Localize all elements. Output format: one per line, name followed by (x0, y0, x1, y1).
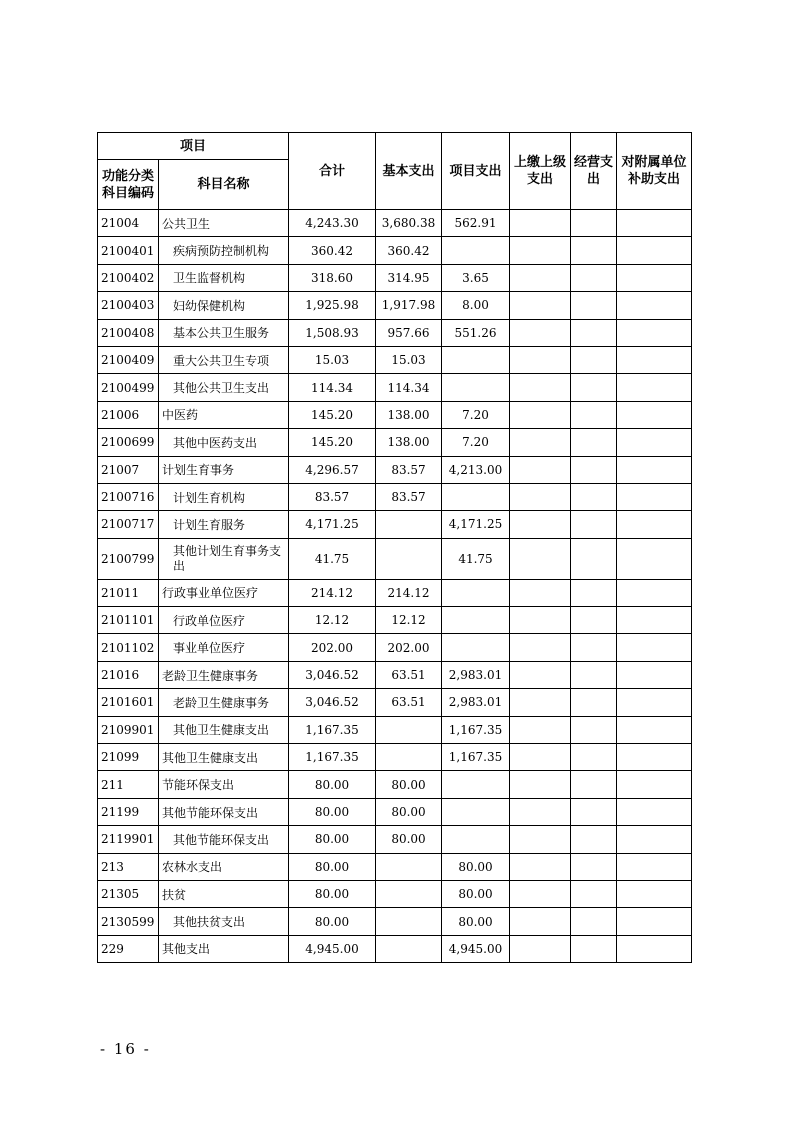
row-code: 229 (98, 935, 159, 962)
row-total: 83.57 (289, 483, 376, 510)
row-basic: 1,917.98 (376, 292, 442, 319)
row-basic: 83.57 (376, 483, 442, 510)
row-code: 2100408 (98, 319, 159, 346)
row-basic: 3,680.38 (376, 210, 442, 237)
row-name: 其他节能环保支出 (159, 798, 289, 825)
row-total: 3,046.52 (289, 689, 376, 716)
row-code: 2100401 (98, 237, 159, 264)
row-basic: 63.51 (376, 661, 442, 688)
row-business (571, 771, 617, 798)
row-code: 2101601 (98, 689, 159, 716)
row-subsidy (617, 634, 692, 661)
row-upper (510, 483, 571, 510)
budget-table (97, 132, 692, 963)
row-upper (510, 579, 571, 606)
row-subsidy (617, 511, 692, 538)
row-upper (510, 744, 571, 771)
row-business (571, 292, 617, 319)
row-subsidy (617, 292, 692, 319)
row-business (571, 511, 617, 538)
row-basic (376, 716, 442, 743)
table-row (98, 935, 692, 962)
row-total: 15.03 (289, 346, 376, 373)
row-total: 145.20 (289, 429, 376, 456)
row-code: 2100499 (98, 374, 159, 401)
row-code: 2100716 (98, 483, 159, 510)
row-total: 12.12 (289, 607, 376, 634)
row-project: 7.20 (442, 429, 510, 456)
row-subsidy (617, 607, 692, 634)
table-row (98, 771, 692, 798)
row-basic (376, 853, 442, 880)
row-subsidy (617, 716, 692, 743)
row-code: 21305 (98, 880, 159, 907)
row-total: 80.00 (289, 826, 376, 853)
row-name: 其他支出 (159, 935, 289, 962)
row-basic: 12.12 (376, 607, 442, 634)
row-code: 213 (98, 853, 159, 880)
row-code: 2100403 (98, 292, 159, 319)
table-row (98, 319, 692, 346)
row-upper (510, 401, 571, 428)
row-total: 4,171.25 (289, 511, 376, 538)
row-upper (510, 826, 571, 853)
row-business (571, 853, 617, 880)
row-basic: 80.00 (376, 826, 442, 853)
row-basic (376, 511, 442, 538)
row-subsidy (617, 237, 692, 264)
row-code: 2119901 (98, 826, 159, 853)
row-total: 41.75 (289, 538, 376, 579)
row-total: 80.00 (289, 908, 376, 935)
row-name: 节能环保支出 (159, 771, 289, 798)
row-code: 21004 (98, 210, 159, 237)
row-basic: 202.00 (376, 634, 442, 661)
row-total: 4,296.57 (289, 456, 376, 483)
row-project: 8.00 (442, 292, 510, 319)
row-upper (510, 319, 571, 346)
row-subsidy (617, 429, 692, 456)
header-subsidy: 对附属单位补助支出 (617, 133, 692, 210)
row-project: 4,171.25 (442, 511, 510, 538)
table-row (98, 689, 692, 716)
row-code: 2100799 (98, 538, 159, 579)
row-subsidy (617, 908, 692, 935)
row-name: 重大公共卫生专项 (159, 346, 289, 373)
row-name: 其他卫生健康支出 (159, 744, 289, 771)
row-basic (376, 538, 442, 579)
row-code: 21007 (98, 456, 159, 483)
row-upper (510, 771, 571, 798)
header-item: 项目 (98, 133, 289, 160)
row-project (442, 771, 510, 798)
row-basic: 314.95 (376, 264, 442, 291)
row-basic (376, 744, 442, 771)
row-subsidy (617, 401, 692, 428)
row-business (571, 744, 617, 771)
row-subsidy (617, 319, 692, 346)
row-name: 其他卫生健康支出 (159, 716, 289, 743)
row-total: 114.34 (289, 374, 376, 401)
table-row (98, 579, 692, 606)
table-row (98, 908, 692, 935)
row-subsidy (617, 538, 692, 579)
row-project: 80.00 (442, 908, 510, 935)
row-total: 80.00 (289, 853, 376, 880)
row-project (442, 346, 510, 373)
row-business (571, 716, 617, 743)
row-project (442, 237, 510, 264)
row-name: 卫生监督机构 (159, 264, 289, 291)
row-code: 2100699 (98, 429, 159, 456)
row-business (571, 346, 617, 373)
row-upper (510, 607, 571, 634)
table-row (98, 826, 692, 853)
row-code: 21011 (98, 579, 159, 606)
row-name: 计划生育机构 (159, 483, 289, 510)
row-basic: 138.00 (376, 429, 442, 456)
table-row (98, 374, 692, 401)
row-name: 其他节能环保支出 (159, 826, 289, 853)
row-project: 562.91 (442, 210, 510, 237)
row-project (442, 634, 510, 661)
row-basic: 15.03 (376, 346, 442, 373)
table-row (98, 607, 692, 634)
row-upper (510, 689, 571, 716)
row-name: 疾病预防控制机构 (159, 237, 289, 264)
row-code: 2109901 (98, 716, 159, 743)
table-row (98, 880, 692, 907)
row-project (442, 798, 510, 825)
row-basic (376, 908, 442, 935)
row-code: 2100717 (98, 511, 159, 538)
row-name: 农林水支出 (159, 853, 289, 880)
row-total: 318.60 (289, 264, 376, 291)
row-upper (510, 456, 571, 483)
row-business (571, 661, 617, 688)
row-project: 4,213.00 (442, 456, 510, 483)
row-subsidy (617, 264, 692, 291)
row-subsidy (617, 880, 692, 907)
row-code: 2100402 (98, 264, 159, 291)
table-row (98, 661, 692, 688)
row-total: 1,925.98 (289, 292, 376, 319)
row-project: 7.20 (442, 401, 510, 428)
header-total: 合计 (289, 133, 376, 210)
row-subsidy (617, 771, 692, 798)
row-business (571, 908, 617, 935)
row-total: 202.00 (289, 634, 376, 661)
row-project: 1,167.35 (442, 744, 510, 771)
row-project (442, 826, 510, 853)
row-total: 80.00 (289, 880, 376, 907)
row-basic: 214.12 (376, 579, 442, 606)
row-subsidy (617, 689, 692, 716)
row-name: 其他扶贫支出 (159, 908, 289, 935)
row-project (442, 607, 510, 634)
row-business (571, 374, 617, 401)
row-upper (510, 264, 571, 291)
row-subsidy (617, 579, 692, 606)
row-business (571, 483, 617, 510)
row-upper (510, 511, 571, 538)
row-business (571, 456, 617, 483)
row-code: 21006 (98, 401, 159, 428)
row-name: 计划生育服务 (159, 511, 289, 538)
row-business (571, 319, 617, 346)
header-code: 功能分类科目编码 (98, 160, 159, 210)
header-upper: 上缴上级支出 (510, 133, 571, 210)
row-upper (510, 853, 571, 880)
table-row (98, 538, 692, 579)
row-project: 2,983.01 (442, 689, 510, 716)
table-row (98, 716, 692, 743)
row-total: 4,945.00 (289, 935, 376, 962)
row-code: 2130599 (98, 908, 159, 935)
row-business (571, 634, 617, 661)
row-subsidy (617, 456, 692, 483)
row-project: 4,945.00 (442, 935, 510, 962)
row-total: 145.20 (289, 401, 376, 428)
row-subsidy (617, 798, 692, 825)
row-name: 事业单位医疗 (159, 634, 289, 661)
row-total: 1,167.35 (289, 716, 376, 743)
row-subsidy (617, 853, 692, 880)
row-total: 3,046.52 (289, 661, 376, 688)
table-row (98, 237, 692, 264)
row-project: 80.00 (442, 880, 510, 907)
row-name: 妇幼保健机构 (159, 292, 289, 319)
row-upper (510, 210, 571, 237)
row-subsidy (617, 661, 692, 688)
row-upper (510, 374, 571, 401)
row-business (571, 401, 617, 428)
row-name: 行政单位医疗 (159, 607, 289, 634)
table-row (98, 210, 692, 237)
row-project (442, 483, 510, 510)
row-upper (510, 798, 571, 825)
table-row (98, 634, 692, 661)
row-business (571, 579, 617, 606)
row-upper (510, 538, 571, 579)
table-row (98, 401, 692, 428)
row-upper (510, 237, 571, 264)
table-row (98, 744, 692, 771)
row-basic: 114.34 (376, 374, 442, 401)
row-basic (376, 935, 442, 962)
row-basic: 957.66 (376, 319, 442, 346)
row-name: 其他计划生育事务支出 (159, 538, 289, 579)
row-subsidy (617, 935, 692, 962)
row-project: 41.75 (442, 538, 510, 579)
page-number: - 16 - (100, 1040, 151, 1058)
row-business (571, 798, 617, 825)
row-upper (510, 935, 571, 962)
row-business (571, 264, 617, 291)
row-subsidy (617, 744, 692, 771)
table-row (98, 292, 692, 319)
row-basic: 63.51 (376, 689, 442, 716)
row-project: 2,983.01 (442, 661, 510, 688)
table-row (98, 346, 692, 373)
row-total: 80.00 (289, 771, 376, 798)
header-business: 经营支出 (571, 133, 617, 210)
table-row (98, 456, 692, 483)
header-name: 科目名称 (159, 160, 289, 210)
row-subsidy (617, 483, 692, 510)
row-total: 1,508.93 (289, 319, 376, 346)
row-business (571, 880, 617, 907)
row-name: 扶贫 (159, 880, 289, 907)
row-code: 21016 (98, 661, 159, 688)
row-project (442, 374, 510, 401)
row-upper (510, 908, 571, 935)
row-business (571, 538, 617, 579)
table-row (98, 798, 692, 825)
row-project: 3.65 (442, 264, 510, 291)
header-project: 项目支出 (442, 133, 510, 210)
table-row (98, 483, 692, 510)
row-name: 其他公共卫生支出 (159, 374, 289, 401)
row-upper (510, 716, 571, 743)
row-subsidy (617, 210, 692, 237)
row-upper (510, 292, 571, 319)
row-basic (376, 880, 442, 907)
table-row (98, 511, 692, 538)
row-basic: 80.00 (376, 798, 442, 825)
row-upper (510, 634, 571, 661)
row-code: 2101102 (98, 634, 159, 661)
row-business (571, 689, 617, 716)
row-total: 80.00 (289, 798, 376, 825)
table-row (98, 429, 692, 456)
row-upper (510, 429, 571, 456)
row-basic: 80.00 (376, 771, 442, 798)
row-project: 551.26 (442, 319, 510, 346)
row-business (571, 826, 617, 853)
row-project: 80.00 (442, 853, 510, 880)
table-row (98, 853, 692, 880)
row-subsidy (617, 826, 692, 853)
row-name: 计划生育事务 (159, 456, 289, 483)
row-code: 2100409 (98, 346, 159, 373)
row-name: 公共卫生 (159, 210, 289, 237)
row-name: 老龄卫生健康事务 (159, 661, 289, 688)
row-business (571, 935, 617, 962)
row-upper (510, 346, 571, 373)
row-business (571, 607, 617, 634)
row-name: 老龄卫生健康事务 (159, 689, 289, 716)
row-name: 其他中医药支出 (159, 429, 289, 456)
row-total: 4,243.30 (289, 210, 376, 237)
row-basic: 138.00 (376, 401, 442, 428)
row-business (571, 237, 617, 264)
row-project: 1,167.35 (442, 716, 510, 743)
row-subsidy (617, 346, 692, 373)
row-name: 基本公共卫生服务 (159, 319, 289, 346)
row-code: 2101101 (98, 607, 159, 634)
row-business (571, 429, 617, 456)
row-name: 行政事业单位医疗 (159, 579, 289, 606)
header-basic: 基本支出 (376, 133, 442, 210)
row-basic: 83.57 (376, 456, 442, 483)
row-name: 中医药 (159, 401, 289, 428)
row-subsidy (617, 374, 692, 401)
row-total: 1,167.35 (289, 744, 376, 771)
row-upper (510, 661, 571, 688)
row-upper (510, 880, 571, 907)
row-total: 214.12 (289, 579, 376, 606)
row-project (442, 579, 510, 606)
row-total: 360.42 (289, 237, 376, 264)
row-basic: 360.42 (376, 237, 442, 264)
row-code: 21099 (98, 744, 159, 771)
row-code: 21199 (98, 798, 159, 825)
row-code: 211 (98, 771, 159, 798)
table-row (98, 264, 692, 291)
row-business (571, 210, 617, 237)
